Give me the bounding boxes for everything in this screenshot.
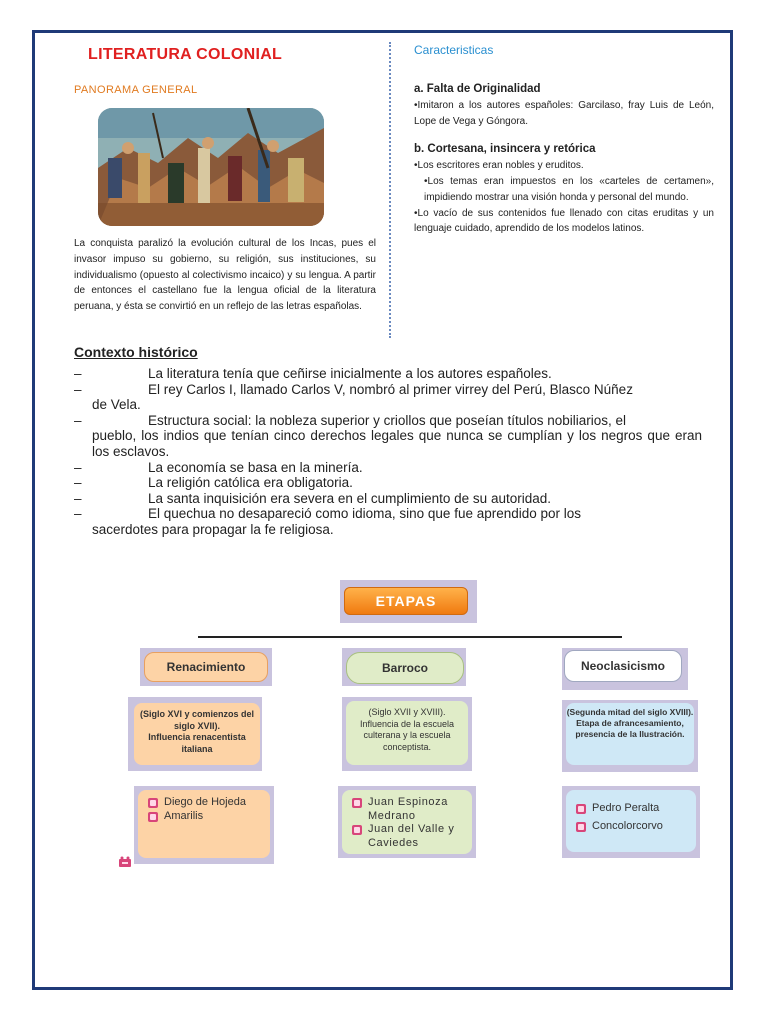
page-subtitle: PANORAMA GENERAL xyxy=(74,84,198,96)
context-item-continuation: pueblo, los indios que tenían cinco derechos legales que nunca se cumplían y los negros que eran los esclavos. xyxy=(92,428,702,459)
book-icon xyxy=(148,812,158,822)
context-item xyxy=(74,366,702,382)
stage-influence: Influencia renacentista italiana xyxy=(148,732,246,754)
author-name: Juan del Valle y Caviedes xyxy=(368,823,455,849)
author-name: Diego de Hojeda xyxy=(164,796,246,808)
stage-period: (Siglo XVI y comienzos del siglo XVII). xyxy=(139,709,255,731)
stage-neoclasicismo-label: Neoclasicismo xyxy=(564,650,682,682)
characteristics-title: Caracteristicas xyxy=(414,43,494,57)
stage-barroco-label: Barroco xyxy=(346,652,464,684)
stage-renacimiento-label: Renacimiento xyxy=(144,652,268,682)
bullet-dash: – xyxy=(74,381,82,397)
characteristic-a-item: •Imitaron a los autores españoles: Garcilaso, fray Luis de León, Lope de Vega y Góngora. xyxy=(414,99,714,127)
conquest-painting-image xyxy=(98,108,324,226)
context-item xyxy=(74,506,702,537)
bullet-dash: – xyxy=(74,475,82,491)
bullet-dash: – xyxy=(74,412,82,428)
page-title: LITERATURA COLONIAL xyxy=(88,46,283,63)
context-item xyxy=(74,413,702,460)
etapas-connector-line xyxy=(198,636,622,638)
bullet-dash: – xyxy=(74,506,82,522)
characteristics-list xyxy=(414,82,714,237)
stage-influence: Etapa de afrancesamiento, presencia de la Ilustración. xyxy=(575,718,685,739)
context-item-text: La religión católica era obligatoria. xyxy=(148,475,353,491)
book-icon xyxy=(148,798,158,808)
book-icon xyxy=(352,825,362,835)
stage-period: (Segunda mitad del siglo XVIII). xyxy=(566,707,694,717)
book-icon xyxy=(576,804,586,814)
context-item-text: Estructura social: la nobleza superior y criollos que poseían títulos nobiliarios, el xyxy=(148,412,626,428)
stage-renacimiento-description xyxy=(134,703,260,765)
context-title: Contexto histórico xyxy=(74,344,198,360)
context-list xyxy=(74,366,702,538)
stage-barroco-authors xyxy=(342,790,472,854)
characteristic-a-heading: a. Falta de Originalidad xyxy=(414,83,541,95)
bullet-dash: – xyxy=(74,459,82,475)
context-item-text: El rey Carlos I, llamado Carlos V, nombró al primer virrey del Perú, Blasco Núñez xyxy=(148,381,633,397)
etapas-label: ETAPAS xyxy=(344,587,468,615)
context-item xyxy=(74,382,702,413)
context-item-text: La santa inquisición era severa en el cumplimiento de su autoridad. xyxy=(148,490,551,506)
stage-neoclasicismo-description xyxy=(566,703,694,765)
context-item xyxy=(74,460,702,476)
characteristic-b-item: •Lo vacío de sus contenidos fue llenado con citas eruditas y un lenguaje cuidado, aprendido de los modelos latinos. xyxy=(414,207,714,235)
book-icon xyxy=(352,798,362,808)
context-item-continuation: de Vela. xyxy=(92,397,141,413)
context-item-text: La economía se basa en la minería. xyxy=(148,459,363,475)
stage-barroco-description xyxy=(346,701,468,765)
characteristic-b-item: •Los temas eran impuestos en los «carteles de certamen», impidiendo mostrar una visión honda y personal del mundo. xyxy=(424,175,714,203)
intro-paragraph: La conquista paralizó la evolución cultural de los Incas, pues el invasor impuso su gobierno, su religión, sus instituciones, su individualismo (opuesto al colectivismo incaico) y su lengua. A partir de entonces el castellano fue la lengua oficial de la literatura peruana, y ésta se convirtió en un reflejo de las letras españolas. xyxy=(74,238,376,313)
characteristic-b-heading: b. Cortesana, insincera y retórica xyxy=(414,143,596,156)
stage-neoclasicismo-authors xyxy=(566,790,696,852)
column-divider xyxy=(389,42,391,338)
context-item-text: La literatura tenía que ceñirse inicialmente a los autores españoles. xyxy=(148,366,552,381)
characteristic-b-item: •Los escritores eran nobles y eruditos. xyxy=(414,160,584,172)
decorative-icon xyxy=(118,856,132,868)
book-icon xyxy=(576,822,586,832)
author-name: Juan Espinoza Medrano xyxy=(368,796,448,822)
context-item-text: El quechua no desapareció como idioma, sino que fue aprendido por los xyxy=(148,506,582,522)
author-name: Amarilis xyxy=(164,809,204,822)
author-name: Concolorcorvo xyxy=(592,819,663,832)
context-item xyxy=(74,475,702,491)
stage-influence: (Siglo XVII y XVIII). Influencia de la escuela culterana y la escuela conceptista. xyxy=(359,707,455,752)
stage-renacimiento-authors xyxy=(138,790,270,858)
context-item-continuation: sacerdotes para propagar la fe religiosa. xyxy=(92,521,334,537)
bullet-dash: – xyxy=(74,490,82,506)
author-name: Pedro Peralta xyxy=(592,802,660,814)
context-item xyxy=(74,491,702,507)
bullet-dash: – xyxy=(74,366,82,381)
